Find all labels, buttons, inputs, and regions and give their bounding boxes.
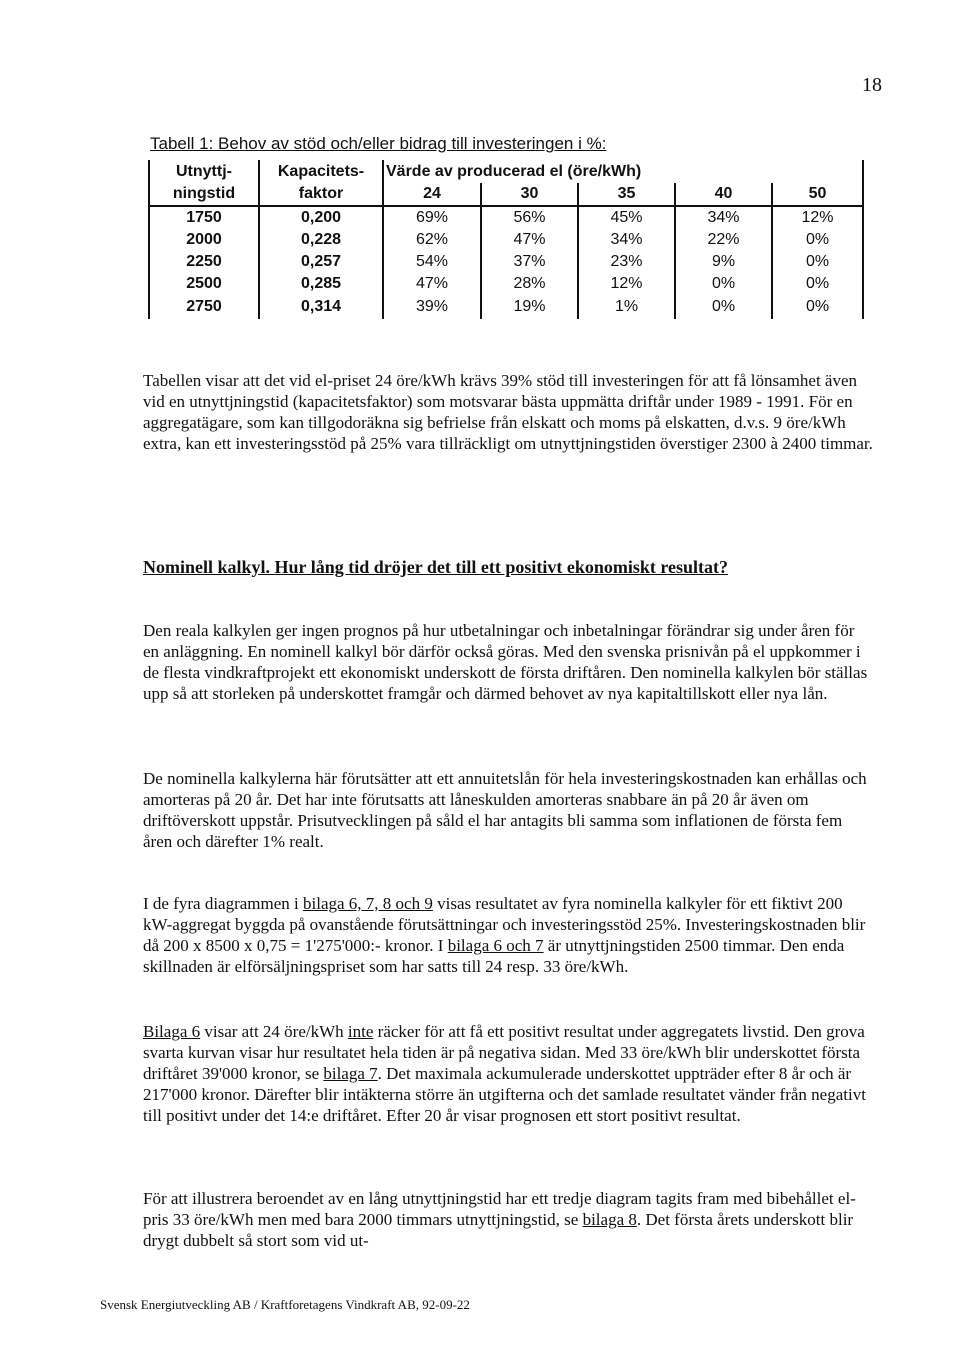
appendix-ref: Bilaga 6 bbox=[143, 1022, 201, 1041]
cell-value: 37% bbox=[481, 251, 578, 273]
header-utnyttjningstid-line1: Utnyttj- bbox=[149, 160, 259, 183]
cell-value: 0% bbox=[772, 229, 863, 251]
section-heading: Nominell kalkyl. Hur lång tid dröjer det till ett positivt ekonomiskt resultat? bbox=[143, 557, 729, 577]
cell-value: 1% bbox=[578, 295, 675, 319]
cell-value: 47% bbox=[481, 229, 578, 251]
cell-value: 62% bbox=[383, 229, 481, 251]
text-run: visas resultatet av fyra nominella kalkyler för ett fiktivt 200 kW-aggregat byggda på ovanstående förutsättningar och investeringsstöd 25%. Investeringskostnaden blir då 200 x 8500 x 0,75 = 1'275'000:- kronor. I bbox=[143, 894, 866, 955]
cell-value: 0% bbox=[675, 295, 772, 319]
appendix-ref: bilaga 8 bbox=[582, 1210, 637, 1229]
cell-value: 9% bbox=[675, 251, 772, 273]
cell-value: 12% bbox=[772, 206, 863, 229]
footer: Svensk Energiutveckling AB / Kraftforetagens Vindkraft AB, 92-09-22 bbox=[100, 1297, 470, 1312]
appendix-ref: bilaga 6, 7, 8 och 9 bbox=[303, 894, 433, 913]
table-row bbox=[149, 251, 863, 273]
table-row bbox=[149, 229, 863, 251]
cell-utnyttjningstid: 2250 bbox=[149, 251, 259, 273]
paragraph-loan-assumptions: De nominella kalkylerna här förutsätter att ett annuitetslån för hela investeringskostnaden kan erhållas och amorteras på 20 år. Det har inte förutsatts att låneskulden amorteras snabbare än på 20 år även om driftöverskott uppstår. Prisutvecklingen på såld el har antagits bli samma som inflationen de första fem åren och därefter 1% realt. bbox=[143, 769, 867, 851]
header-price-35: 35 bbox=[578, 183, 675, 206]
header-kapacitetsfaktor-line1: Kapacitets- bbox=[259, 160, 383, 183]
support-table bbox=[148, 160, 864, 319]
paragraph-table-summary: Tabellen visar att det vid el-priset 24 öre/kWh krävs 39% stöd till investeringen för att få lönsamhet även vid en utnyttjningstid (kapacitetsfaktor) som motsvarar bästa uppmätta driftår under 1989 - 1991. För en aggregatägare, som kan tillgodoräkna sig befrielse från elskatt och moms på elskatten, d.v.s. 9 öre/kWh extra, kan ett investeringsstöd på 25% vara tillräckligt om utnyttjningstiden överstiger 2300 à 2400 timmar. bbox=[143, 371, 873, 453]
table-row bbox=[149, 295, 863, 319]
cell-kapacitetsfaktor: 0,257 bbox=[259, 251, 383, 273]
cell-value: 0% bbox=[772, 273, 863, 295]
page-number: 18 bbox=[862, 74, 882, 96]
cell-value: 19% bbox=[481, 295, 578, 319]
cell-value: 69% bbox=[383, 206, 481, 229]
cell-value: 12% bbox=[578, 273, 675, 295]
appendix-ref: bilaga 6 och 7 bbox=[447, 936, 544, 955]
header-price-30: 30 bbox=[481, 183, 578, 206]
cell-value: 34% bbox=[578, 229, 675, 251]
header-price-50: 50 bbox=[772, 183, 863, 206]
cell-value: 54% bbox=[383, 251, 481, 273]
cell-kapacitetsfaktor: 0,228 bbox=[259, 229, 383, 251]
cell-value: 34% bbox=[675, 206, 772, 229]
cell-value: 22% bbox=[675, 229, 772, 251]
table-row bbox=[149, 206, 863, 229]
cell-value: 28% bbox=[481, 273, 578, 295]
cell-utnyttjningstid: 2500 bbox=[149, 273, 259, 295]
emphasis-inte: inte bbox=[347, 1022, 374, 1041]
cell-value: 47% bbox=[383, 273, 481, 295]
cell-kapacitetsfaktor: 0,200 bbox=[259, 206, 383, 229]
cell-value: 0% bbox=[772, 251, 863, 273]
header-values-title: Värde av producerad el (öre/kWh) bbox=[383, 160, 863, 183]
paragraph-bilaga-6 bbox=[143, 1021, 873, 1126]
cell-kapacitetsfaktor: 0,314 bbox=[259, 295, 383, 319]
header-utnyttjningstid-line2: ningstid bbox=[149, 183, 259, 206]
cell-value: 45% bbox=[578, 206, 675, 229]
cell-value: 0% bbox=[772, 295, 863, 319]
cell-utnyttjningstid: 2000 bbox=[149, 229, 259, 251]
appendix-ref: bilaga 7 bbox=[323, 1064, 378, 1083]
text-run: är utnyttjningstiden 2500 timmar. Den enda skillnaden är elförsäljningspriset som har satts till 24 resp. 33 öre/kWh. bbox=[143, 936, 845, 976]
text-run: visar att 24 öre/kWh bbox=[200, 1022, 348, 1041]
text-run: . Det maximala ackumulerade underskottet uppträder efter 8 år och är 217'000 kronor. Därefter blir intäkterna större än utgifterna och det samlade resultatet vänder från negativt till positivt under det 14:e driftåret. Efter 20 år visar prognosen ett stort positivt resultat. bbox=[143, 1064, 866, 1125]
text-run: räcker för att få ett positivt resultat under aggregatets livstid. Den grova svarta kurvan visar hur resultatet hela tiden är på negativa sidan. Med 33 öre/kWh blir underskottet första driftåret 39'000 kronor, se bbox=[143, 1022, 865, 1083]
text-run: . Det första årets underskott blir drygt dubbelt så stort som vid ut- bbox=[143, 1210, 854, 1250]
table-row bbox=[149, 273, 863, 295]
paragraph-nominal-intro: Den reala kalkylen ger ingen prognos på hur utbetalningar och inbetalningar förändrar sig under åren för en anläggning. En nominell kalkyl bör därför också göras. Med den svenska prisnivån på el uppkommer i de flesta vindkraftprojekt ett ekonomiskt underskott de första driftåren. Den nominella kalkylen bör ställas upp så att storleken på underskottet framgår och därmed behovet av nya kapitaltillskott eller nya lån. bbox=[143, 621, 868, 703]
table-caption: Tabell 1: Behov av stöd och/eller bidrag till investeringen i %: bbox=[150, 134, 607, 153]
text-run: För att illustrera beroendet av en lång utnyttjningstid har ett tredje diagram tagits fram med bibehållet el-pris 33 öre/kWh men med bara 2000 timmars utnyttjningstid, se bbox=[143, 1189, 856, 1229]
text-run: I de fyra diagrammen i bbox=[143, 894, 304, 913]
cell-utnyttjningstid: 2750 bbox=[149, 295, 259, 319]
header-kapacitetsfaktor-line2: faktor bbox=[259, 183, 383, 206]
cell-kapacitetsfaktor: 0,285 bbox=[259, 273, 383, 295]
cell-value: 0% bbox=[675, 273, 772, 295]
paragraph-diagrams bbox=[143, 893, 873, 977]
cell-value: 39% bbox=[383, 295, 481, 319]
cell-utnyttjningstid: 1750 bbox=[149, 206, 259, 229]
cell-value: 23% bbox=[578, 251, 675, 273]
header-price-24: 24 bbox=[383, 183, 481, 206]
header-price-40: 40 bbox=[675, 183, 772, 206]
paragraph-bilaga-8 bbox=[143, 1188, 873, 1251]
cell-value: 56% bbox=[481, 206, 578, 229]
